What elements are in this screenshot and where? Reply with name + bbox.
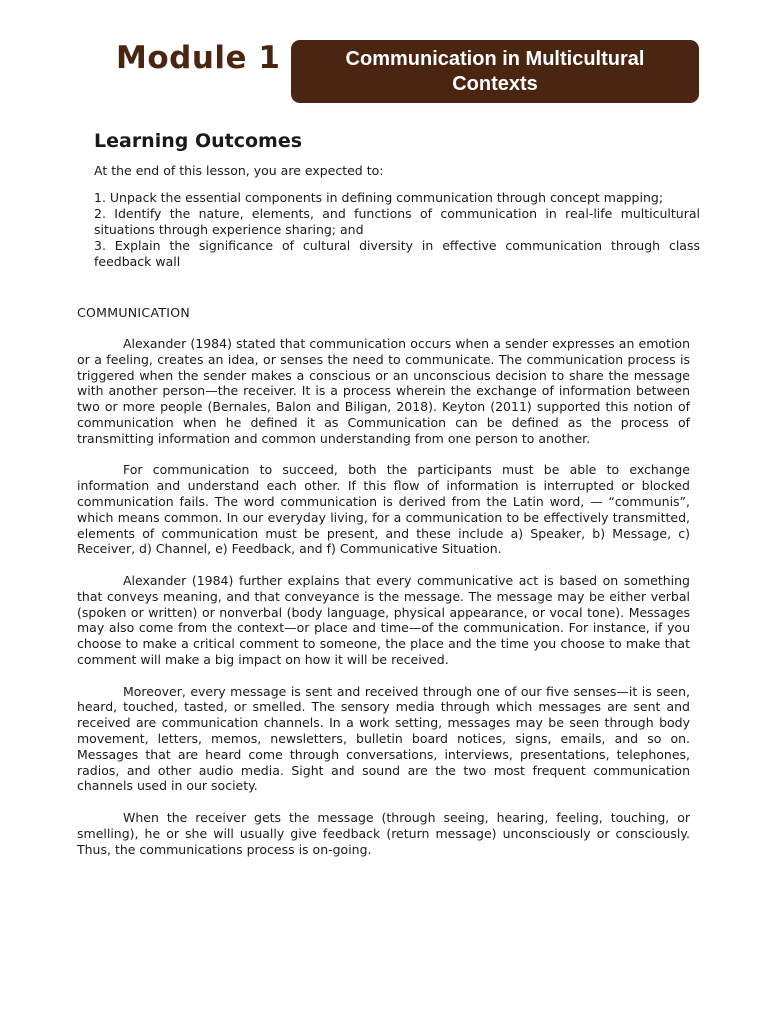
learning-outcomes-heading: Learning Outcomes: [94, 130, 303, 152]
learning-outcomes-intro: At the end of this lesson, you are expected to:: [94, 163, 384, 178]
outcome-item: 2. Identify the nature, elements, and functions of communication in real-life multicultural situations through experience sharing; and: [94, 206, 700, 237]
module-title-banner: [291, 40, 699, 103]
paragraph: Alexander (1984) further explains that every communicative act is based on something that conveys meaning, and that conveyance is the message. The message may be either verbal (spoken or written) or nonverbal (body language, physical appearance, or vocal tone). Messages may also come from the context—or place and time—of the communication. For instance, if you choose to make a critical comment to someone, the place and the time you choose to make that comment will make a big impact on how it will be received.: [77, 572, 690, 667]
section-title: COMMUNICATION: [77, 305, 191, 320]
module-label: Module 1: [116, 40, 281, 76]
body-text: [77, 336, 690, 873]
paragraph: For communication to succeed, both the participants must be able to exchange information and understand each other. If this flow of information is interrupted or blocked communication fails. The word communication is derived from the Latin word, — “communis”, which means common. In our everyday living, for a communication to be effectively transmitted, elements of communication must be present, and these include a) Speaker, b) Message, c) Receiver, d) Channel, e) Feedback, and f) Communicative Situation.: [77, 462, 690, 557]
module-title: Communication in Multicultural Contexts: [345, 47, 645, 95]
paragraph: When the receiver gets the message (through seeing, hearing, feeling, touching, or smelling), he or she will usually give feedback (return message) unconsciously or consciously. Thus, the communications process is on-going.: [77, 809, 690, 857]
paragraph: Alexander (1984) stated that communication occurs when a sender expresses an emotion or a feeling, creates an idea, or senses the need to communicate. The communication process is triggered when the sender makes a conscious or an unconscious decision to share the message with another person—the receiver. It is a process wherein the exchange of information between two or more people (Bernales, Balon and Biligan, 2018). Keyton (2011) supported this notion of communication when he defined it as Communication can be defined as the process of transmitting information and common understanding from one person to another.: [77, 336, 690, 446]
learning-outcomes-list: [94, 190, 700, 270]
outcome-item: 3. Explain the significance of cultural diversity in effective communication through class feedback wall: [94, 238, 700, 269]
paragraph: Moreover, every message is sent and received through one of our five senses—it is seen, heard, touched, tasted, or smelled. The sensory media through which messages are sent and received are communication channels. In a work setting, messages may be seen through body movement, letters, memos, newsletters, bulletin board notices, signs, emails, and so on. Messages that are heard come through conversations, interviews, presentations, telephones, radios, and other audio media. Sight and sound are the two most frequent communication channels used in our society.: [77, 683, 690, 794]
outcome-item: 1. Unpack the essential components in defining communication through concept mapping;: [94, 190, 664, 205]
